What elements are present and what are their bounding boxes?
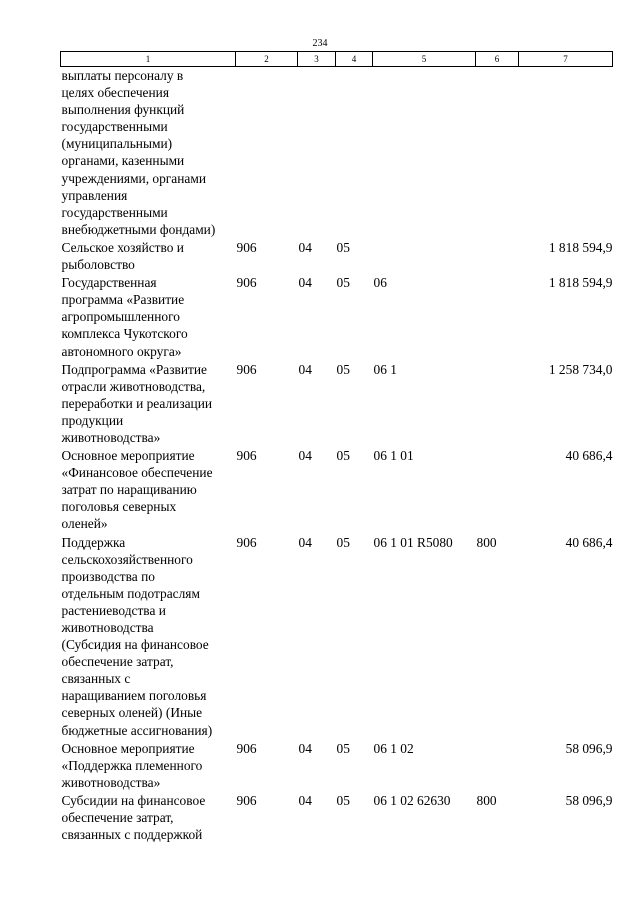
item-name-line: Основное мероприятие <box>61 740 195 756</box>
subsection-code-cell: 05 <box>336 534 350 550</box>
amount-cell: 40 686,4 <box>565 448 613 464</box>
item-name-line: Поддержка <box>61 534 126 550</box>
section-code-cell <box>298 67 336 238</box>
item-name-line: продукции <box>61 412 124 428</box>
item-name-line: Подпрограмма «Развитие <box>61 361 207 377</box>
item-name-line: управления <box>61 187 128 203</box>
item-name-line: сельскохозяйственного <box>61 551 193 567</box>
target-code-cell: 06 1 02 <box>373 740 414 756</box>
subsection-code-cell: 05 <box>336 275 350 291</box>
target-code-cell: 06 1 <box>373 361 397 377</box>
item-name-line: обеспечение затрат, <box>61 654 174 670</box>
table-row <box>61 791 613 843</box>
admin-code-cell: 906 <box>236 448 257 464</box>
expense-type-cell: 800 <box>476 534 497 550</box>
item-name-line: «Поддержка племенного <box>61 757 203 773</box>
target-code-cell: 06 <box>373 275 387 291</box>
item-name-cell <box>61 238 236 273</box>
expense-type-cell <box>476 360 519 446</box>
item-name-line: выполнения функций <box>61 102 185 118</box>
item-name-line: «Финансовое обеспечение <box>61 465 213 481</box>
item-name-line: целях обеспечения <box>61 85 169 101</box>
amount-cell: 58 096,9 <box>565 792 613 808</box>
item-name-line: Сельское хозяйство и <box>61 239 184 255</box>
table-row <box>61 446 613 532</box>
section-code-cell: 04 <box>298 361 312 377</box>
item-name-cell <box>61 791 236 843</box>
admin-code-cell: 906 <box>236 534 257 550</box>
item-name-line: наращиванием поголовья <box>61 688 207 704</box>
expense-type-cell <box>476 238 519 273</box>
column-header-7: 7 <box>519 52 613 67</box>
section-code-cell: 04 <box>298 275 312 291</box>
section-code-cell: 04 <box>298 534 312 550</box>
target-code-cell: 06 1 01 R5080 <box>373 534 453 550</box>
item-name-line: бюджетные ассигнования) <box>61 722 213 738</box>
table-row <box>61 360 613 446</box>
expense-type-cell <box>476 739 519 791</box>
item-name-line: отдельным подотраслям <box>61 585 200 601</box>
target-code-cell: 06 1 02 62630 <box>373 792 451 808</box>
item-name-line: Субсидии на финансовое <box>61 792 206 808</box>
section-code-cell: 04 <box>298 448 312 464</box>
item-name-cell <box>61 533 236 739</box>
admin-code-cell <box>236 67 298 238</box>
table-row <box>61 739 613 791</box>
page-number: 234 <box>312 38 328 49</box>
item-name-line: поголовья северных <box>61 499 177 515</box>
item-name-line: государственными <box>61 119 168 135</box>
item-name-line: государственными <box>61 204 168 220</box>
admin-code-cell: 906 <box>236 361 257 377</box>
item-name-cell <box>61 360 236 446</box>
item-name-line: агропромышленного <box>61 309 180 325</box>
admin-code-cell: 906 <box>236 740 257 756</box>
item-name-line: органами, казенными <box>61 153 185 169</box>
item-name-line: животноводства <box>61 620 154 635</box>
item-name-line: затрат по наращиванию <box>61 482 197 498</box>
admin-code-cell: 906 <box>236 239 257 255</box>
amount-cell: 1 258 734,0 <box>548 361 613 377</box>
expense-type-cell: 800 <box>476 792 497 808</box>
column-header-4: 4 <box>336 52 373 67</box>
item-name-cell <box>61 67 236 238</box>
amount-cell <box>519 67 613 238</box>
amount-cell: 58 096,9 <box>565 740 613 756</box>
table-body <box>61 67 613 844</box>
expense-type-cell <box>476 273 519 359</box>
column-header-6: 6 <box>476 52 519 67</box>
table-row <box>61 273 613 359</box>
admin-code-cell: 906 <box>236 275 257 291</box>
section-code-cell: 04 <box>298 239 312 255</box>
amount-cell: 40 686,4 <box>565 534 613 550</box>
item-name-line: внебюджетными фондами) <box>61 221 216 237</box>
item-name-line: животноводства» <box>61 774 161 790</box>
subsection-code-cell: 05 <box>336 792 350 808</box>
item-name-line: связанных с поддержкой <box>61 827 203 843</box>
target-code-cell <box>373 67 476 238</box>
table-row <box>61 533 613 739</box>
item-name-line: учреждениями, органами <box>61 170 206 186</box>
subsection-code-cell: 05 <box>336 448 350 464</box>
section-code-cell: 04 <box>298 792 312 808</box>
item-name-line: программа «Развитие <box>61 292 185 308</box>
item-name-line: производства по <box>61 568 155 584</box>
item-name-line: отрасли животноводства, <box>61 378 206 394</box>
amount-cell: 1 818 594,9 <box>548 239 613 255</box>
expense-type-cell <box>476 446 519 532</box>
item-name-line: животноводства» <box>61 429 161 445</box>
item-name-line: выплаты персоналу в <box>61 68 184 83</box>
table-header <box>61 52 613 67</box>
item-name-line: рыболовство <box>61 257 135 273</box>
subsection-code-cell: 05 <box>336 740 350 756</box>
section-code-cell: 04 <box>298 740 312 756</box>
item-name-line: (Субсидия на финансовое <box>61 637 209 653</box>
item-name-line: Основное мероприятие <box>61 448 195 464</box>
table-row <box>61 67 613 238</box>
item-name-cell <box>61 739 236 791</box>
item-name-line: переработки и реализации <box>61 395 213 411</box>
item-name-cell <box>61 273 236 359</box>
item-name-line: связанных с <box>61 671 131 687</box>
column-header-1: 1 <box>61 52 236 67</box>
target-code-cell <box>373 238 476 273</box>
subsection-code-cell <box>336 67 373 238</box>
item-name-cell <box>61 446 236 532</box>
target-code-cell: 06 1 01 <box>373 448 414 464</box>
column-header-3: 3 <box>298 52 336 67</box>
item-name-line: автономного округа» <box>61 343 182 359</box>
expense-type-cell <box>476 67 519 238</box>
table-row <box>61 238 613 273</box>
amount-cell: 1 818 594,9 <box>548 275 613 291</box>
item-name-line: (муниципальными) <box>61 136 173 152</box>
item-name-line: комплекса Чукотского <box>61 326 188 342</box>
header-row <box>61 52 613 67</box>
subsection-code-cell: 05 <box>336 361 350 377</box>
item-name-line: растениеводства и <box>61 602 166 618</box>
item-name-line: Государственная <box>61 275 157 291</box>
admin-code-cell: 906 <box>236 792 257 808</box>
subsection-code-cell: 05 <box>336 239 350 255</box>
item-name-line: северных оленей) (Иные <box>61 705 203 721</box>
budget-table <box>60 51 613 843</box>
item-name-line: оленей» <box>61 516 108 532</box>
item-name-line: обеспечение затрат, <box>61 810 174 826</box>
column-header-2: 2 <box>236 52 298 67</box>
column-header-5: 5 <box>373 52 476 67</box>
